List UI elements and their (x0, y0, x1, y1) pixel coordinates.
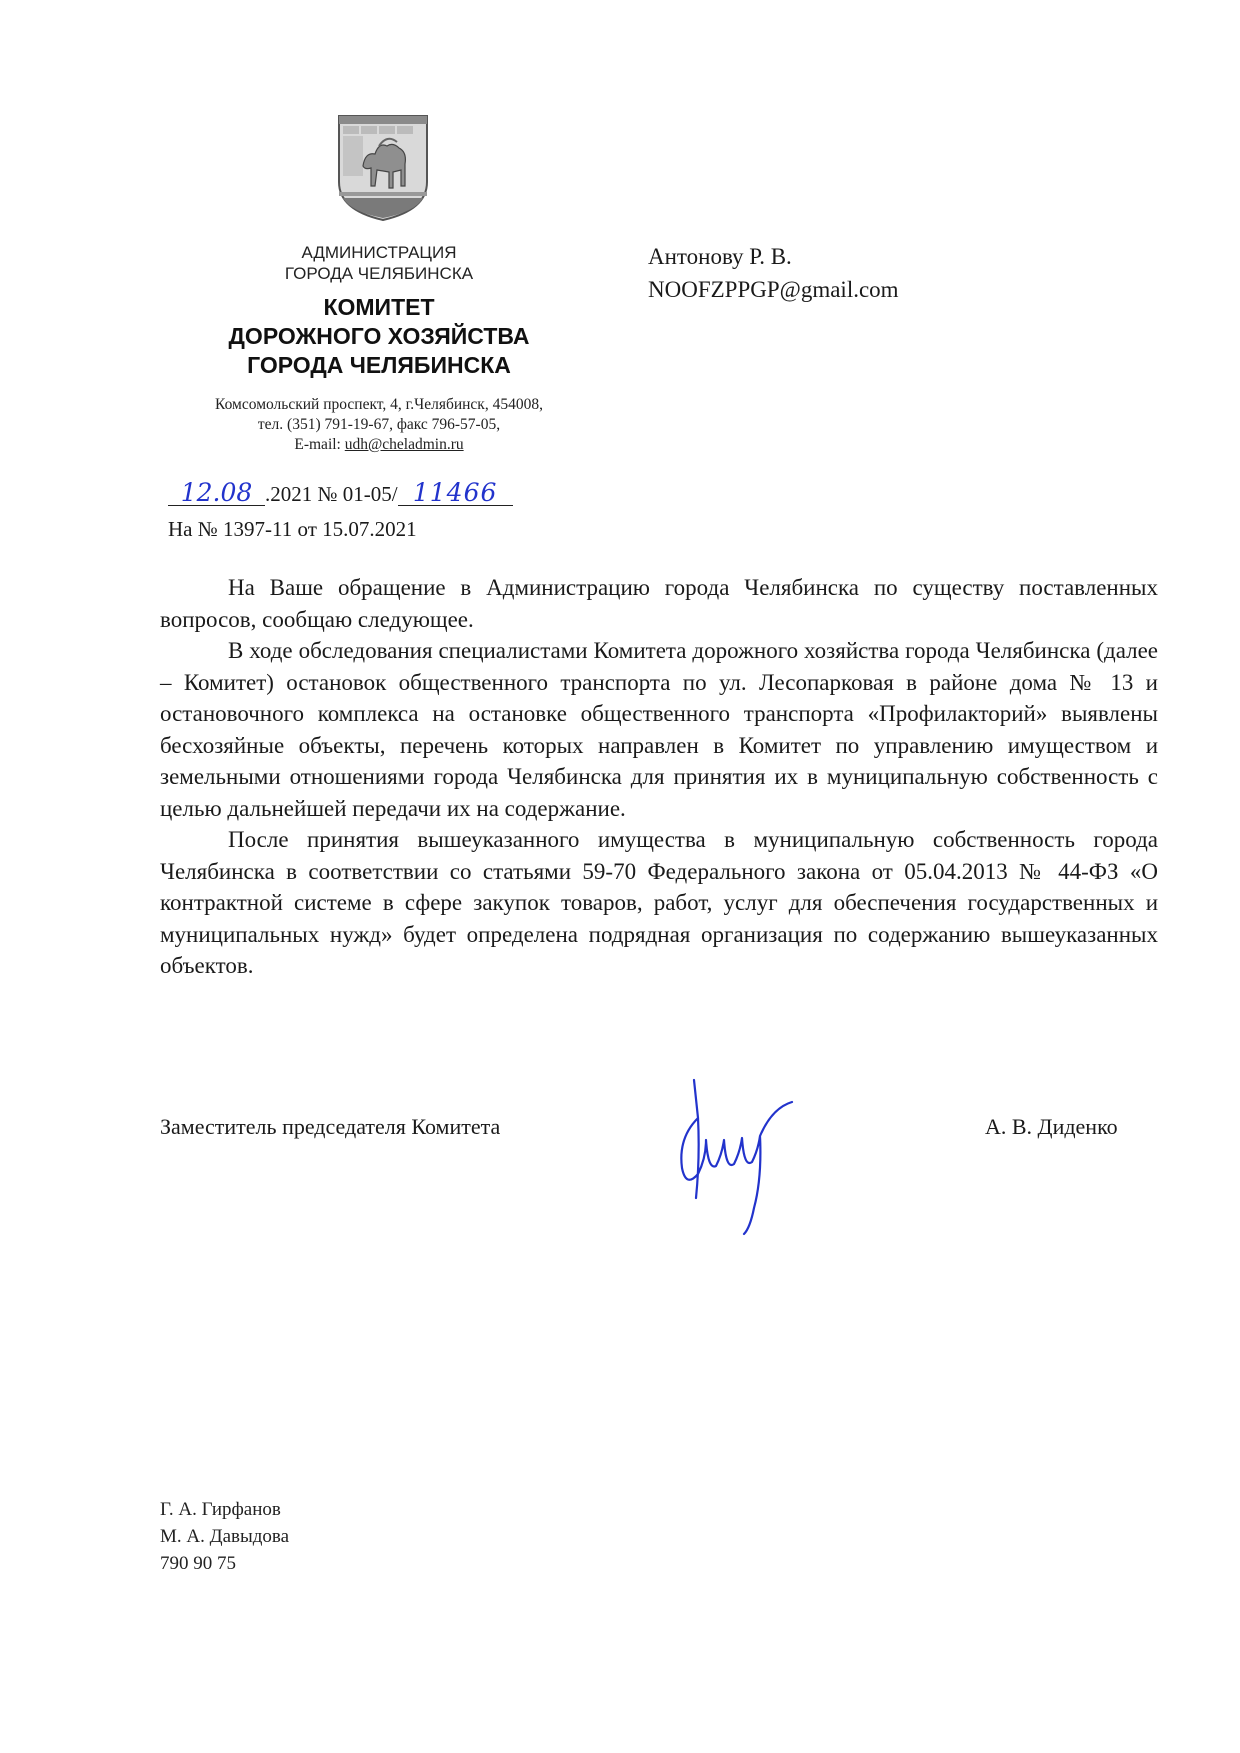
body-paragraph: На Ваше обращение в Администрацию города Челябинска по существу поставленных вопросов, сообщаю следующее. (160, 575, 1158, 632)
addressee-name: Антонову Р. В. (648, 244, 792, 269)
executor-phone: 790 90 75 (160, 1553, 236, 1574)
signatory-name: А. В. Диденко (985, 1114, 1118, 1139)
addressee-email: NOOFZPPGP@gmail.com (648, 277, 899, 302)
body-paragraph: После принятия вышеуказанного имущества в муниципальную собственность города Челябинска в соответствии со статьями 59-70 Федерального закона от 05.04.2013 № 44-ФЗ «О контрактной системе в сфере закупок товаров, работ, услуг для обеспечения государственных и муниципальных нужд» будет определена подрядная организация по содержанию вышеуказанных объектов. (160, 827, 1158, 978)
coat-of-arms-icon (335, 112, 431, 222)
addressee-block (648, 240, 899, 306)
phone-line: тел. (351) 791-19-67, факс 796-57-05, (257, 416, 501, 433)
email-link[interactable]: udh@cheladmin.ru (344, 436, 464, 453)
admin-line-1: АДМИНИСТРАЦИЯ (301, 243, 457, 262)
executors-block (160, 1496, 289, 1577)
address-line: Комсомольский проспект, 4, г.Челябинск, 454008, (215, 396, 543, 413)
body-paragraph: В ходе обследования специалистами Комитета дорожного хозяйства города Челябинска (далее – Комитет) остановок общественного транспорта по ул. Лесопарковая в районе дома № 13 и остановочного комплекса на остановке общественного транспорта «Профилакторий» выявлены бесхозяйные объекты, перечень которых направлен в Комитет по управлению имуществом и земельными отношениями города Челябинска для принятия их в муниципальную собственность с целью дальнейшей передачи их на содержание. (160, 638, 1158, 821)
committee-line-3: ГОРОДА ЧЕЛЯБИНСКА (247, 352, 511, 378)
handwritten-signature (672, 1078, 800, 1236)
signatory-position: Заместитель председателя Комитета (160, 1114, 501, 1139)
committee-header (205, 293, 553, 380)
executor-name: М. А. Давыдова (160, 1526, 290, 1547)
outgoing-reference (168, 480, 513, 509)
reply-reference: На № 1397-11 от 15.07.2021 (168, 517, 417, 541)
email-line (160, 435, 598, 455)
committee-line-1: КОМИТЕТ (323, 294, 435, 320)
committee-contacts (160, 395, 598, 455)
letter-body (160, 572, 1158, 982)
administration-header (250, 242, 508, 284)
email-prefix: E-mail: (294, 436, 345, 453)
reference-year-prefix: .2021 № 01-05/ (265, 482, 398, 506)
executor-name: Г. А. Гирфанов (160, 1499, 281, 1520)
handwritten-date: 12.08 (168, 481, 265, 506)
handwritten-number: 11466 (398, 481, 513, 506)
committee-line-2: ДОРОЖНОГО ХОЗЯЙСТВА (228, 323, 530, 349)
admin-line-2: ГОРОДА ЧЕЛЯБИНСКА (284, 264, 474, 283)
